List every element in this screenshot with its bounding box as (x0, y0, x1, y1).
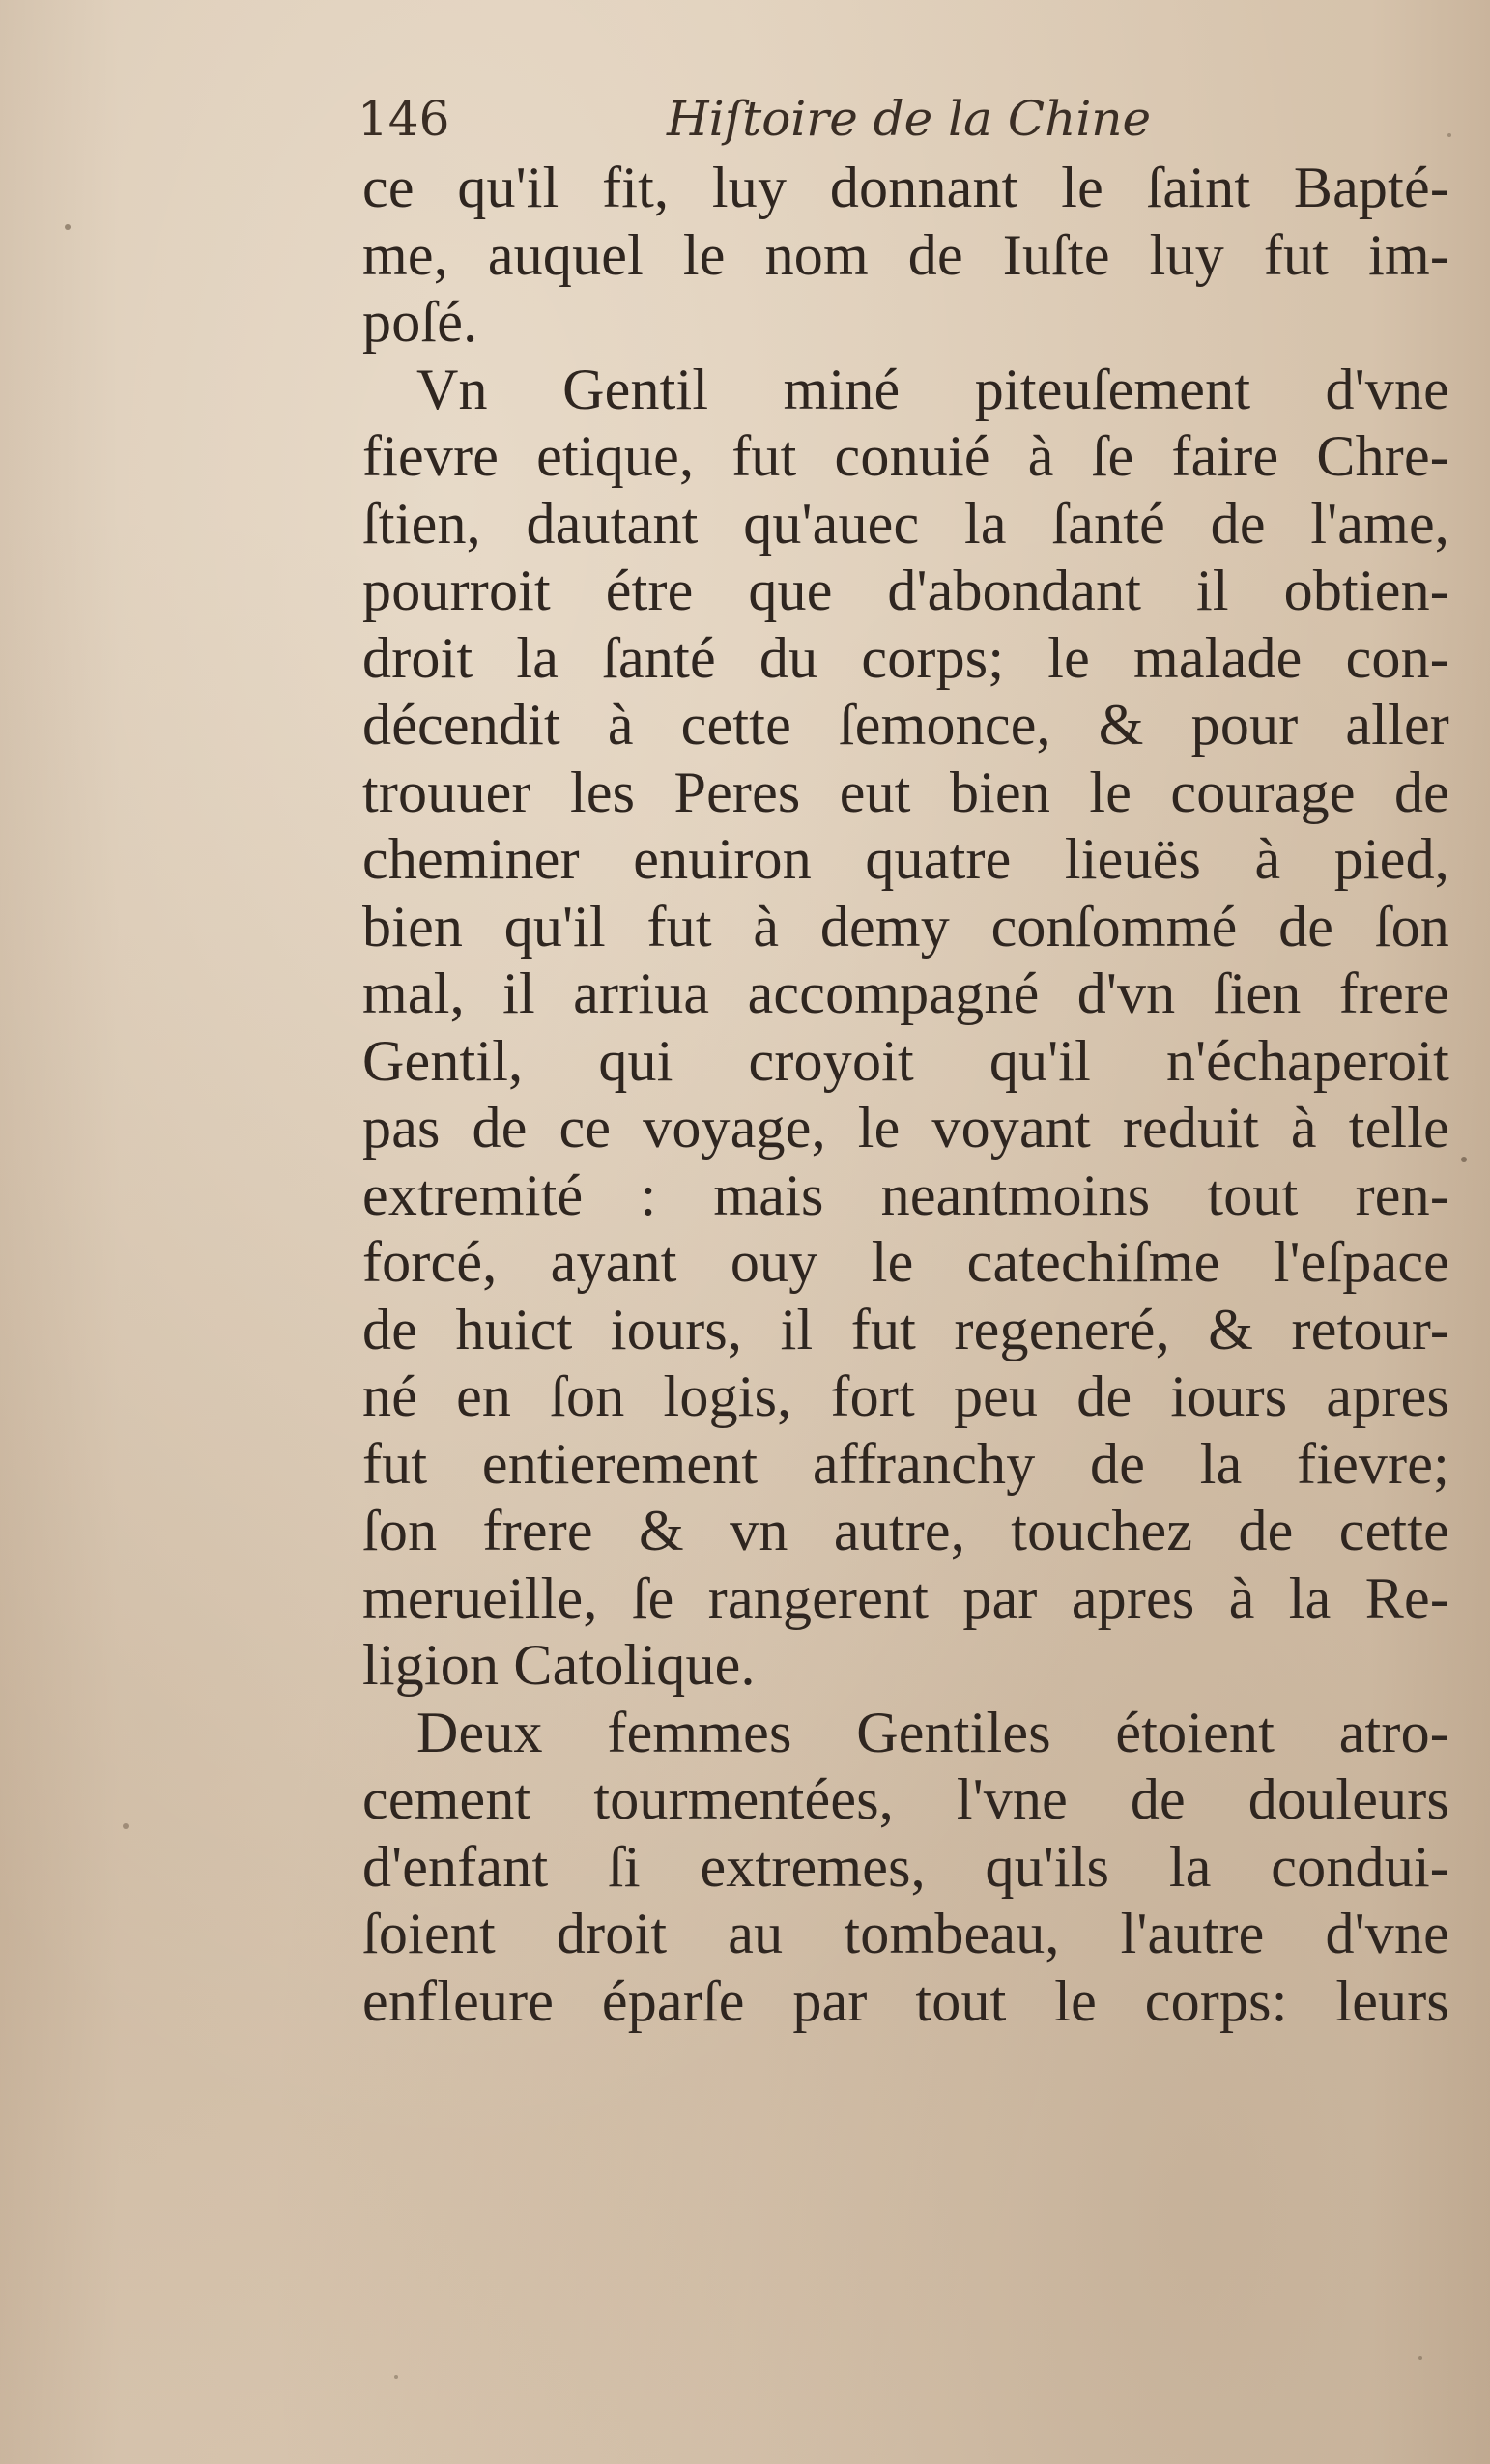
text-line: ſoient droit au tombeau, l'autre d'vne (362, 1902, 1449, 1965)
text-line: bien qu'il fut à demy conſommé de ſon (362, 894, 1449, 959)
text-line: merueille, ſe rangerent par apres à la Re- (362, 1565, 1449, 1630)
text-line: droit la ſanté du corps; le malade con- (362, 625, 1449, 690)
text-line: enfleure éparſe par tout le corps: leurs (362, 1968, 1449, 2033)
running-head (358, 85, 1227, 153)
text-line: cement tourmentées, l'vne de douleurs (362, 1767, 1449, 1831)
text-line: de huict iours, il fut regeneré, & retour- (362, 1297, 1449, 1361)
running-title: Hiſtoire de la Chine (667, 91, 1152, 147)
text-line: mal, il arriua accompagné d'vn ſien frere (362, 961, 1449, 1025)
text-line: d'enfant ſi extremes, qu'ils la condui- (362, 1834, 1449, 1899)
text-line: pourroit étre que d'abondant il obtien- (362, 559, 1449, 622)
text-line: extremité : mais neantmoins tout ren- (362, 1162, 1449, 1227)
text-line: cheminer enuiron quatre lieuës à pied, (362, 827, 1449, 891)
text-line: Deux femmes Gentiles étoient atro- (416, 1700, 1449, 1764)
text-line: décendit à cette ſemonce, & pour aller (362, 693, 1449, 757)
text-line: ſtien, dautant qu'auec la ſanté de l'ame, (362, 491, 1449, 556)
page-number: 146 (358, 91, 450, 147)
text-line: fievre etique, fut conuié à ſe faire Chre- (362, 424, 1449, 488)
text-line: né en ſon logis, fort peu de iours apres (362, 1364, 1449, 1428)
body-text (362, 155, 1449, 2035)
text-line: me, auquel le nom de Iuſte luy fut im- (362, 222, 1449, 287)
text-line: fut entierement affranchy de la fievre; (362, 1431, 1449, 1496)
text-line: ſon frere & vn autre, touchez de cette (362, 1499, 1449, 1562)
text-line: forcé, ayant ouy le catechiſme l'eſpace (362, 1230, 1449, 1294)
text-line: ce qu'il fit, luy donnant le ſaint Bapté- (362, 156, 1449, 219)
text-line: trouuer les Peres eut bien le courage de (362, 759, 1449, 824)
text-line: poſé. (362, 290, 478, 354)
text-line: pas de ce voyage, le voyant reduit à telle (362, 1096, 1449, 1160)
text-line: Gentil, qui croyoit qu'il n'échaperoit (362, 1028, 1449, 1093)
text-line: Vn Gentil miné piteuſement d'vne (416, 357, 1449, 421)
text-line: ligion Catolique. (362, 1633, 756, 1697)
